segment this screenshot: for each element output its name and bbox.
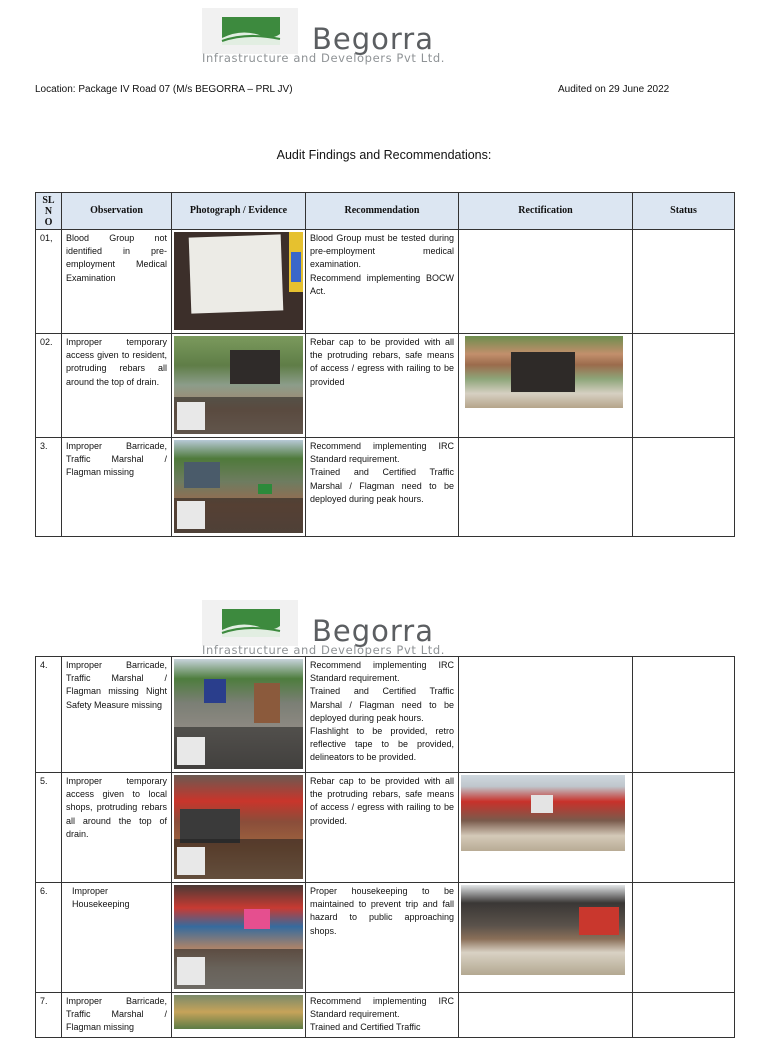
logo-mark	[202, 600, 298, 646]
evidence-photo	[174, 440, 303, 533]
audit-table-page-2	[35, 656, 735, 1038]
rectification-photo	[461, 885, 625, 975]
company-subtitle: Infrastructure and Developers Pvt Ltd.	[202, 643, 446, 657]
row-status	[633, 773, 735, 883]
row-recommendation: Recommend implementing IRC Standard requirement. Trained and Certified Traffic Marshal / Flagman need to be deployed during peak hours.	[306, 438, 459, 537]
table-row	[36, 334, 735, 438]
row-observation: Improper Barricade, Traffic Marshal / Flagman missing Night Safety Measure missing	[62, 657, 172, 773]
row-photo	[172, 993, 306, 1038]
row-sl: 02.	[36, 334, 62, 438]
rectification-photo	[465, 336, 623, 408]
row-sl: 5.	[36, 773, 62, 883]
table-row	[36, 438, 735, 537]
row-observation: Improper Barricade, Traffic Marshal / Flagman missing	[62, 438, 172, 537]
company-logo	[202, 8, 512, 66]
header-status: Status	[633, 193, 735, 230]
evidence-photo	[174, 232, 303, 330]
row-sl: 3.	[36, 438, 62, 537]
company-logo-page-2	[202, 600, 512, 658]
header-rectification: Rectification	[459, 193, 633, 230]
row-rectification	[459, 230, 633, 334]
row-recommendation: Recommend implementing IRC Standard requirement. Trained and Certified Traffic	[306, 993, 459, 1038]
table-row	[36, 883, 735, 993]
rectification-photo	[461, 775, 625, 851]
header-recommendation: Recommendation	[306, 193, 459, 230]
company-name: Begorra	[312, 614, 434, 648]
row-rectification	[459, 993, 633, 1038]
header-sl: SL N O	[36, 193, 62, 230]
audit-date: Audited on 29 June 2022	[558, 84, 670, 95]
table-header-row	[36, 193, 735, 230]
row-photo	[172, 334, 306, 438]
table-row	[36, 993, 735, 1038]
header-observation: Observation	[62, 193, 172, 230]
row-photo	[172, 883, 306, 993]
evidence-photo	[174, 885, 303, 989]
logo-mark	[202, 8, 298, 54]
location-text: Location: Package IV Road 07 (M/s BEGORRA – PRL JV)	[35, 84, 293, 95]
row-observation: Improper Housekeeping	[62, 883, 172, 993]
row-photo	[172, 230, 306, 334]
row-rectification	[459, 657, 633, 773]
row-rectification	[459, 334, 633, 438]
evidence-photo	[174, 659, 303, 769]
row-observation: Blood Group not identified in pre-employment Medical Examination	[62, 230, 172, 334]
row-recommendation: Rebar cap to be provided with all the protruding rebars, safe means of access / egress with railing to be provided.	[306, 773, 459, 883]
row-observation: Improper temporary access given to resident, protruding rebars all around the top of drain.	[62, 334, 172, 438]
logo-b-icon	[202, 600, 298, 646]
row-sl: 4.	[36, 657, 62, 773]
row-status	[633, 334, 735, 438]
row-observation: Improper temporary access given to local shops, protruding rebars all around the top of drain.	[62, 773, 172, 883]
row-status	[633, 883, 735, 993]
audit-table-page-1	[35, 192, 735, 537]
table-row	[36, 657, 735, 773]
row-sl: 01,	[36, 230, 62, 334]
row-status	[633, 993, 735, 1038]
row-recommendation: Blood Group must be tested during pre-employment medical examination. Recommend implementing BOCW Act.	[306, 230, 459, 334]
table-row	[36, 230, 735, 334]
row-photo	[172, 657, 306, 773]
company-subtitle: Infrastructure and Developers Pvt Ltd.	[202, 51, 446, 65]
header-photo: Photograph / Evidence	[172, 193, 306, 230]
row-sl: 6.	[36, 883, 62, 993]
row-status	[633, 438, 735, 537]
row-recommendation: Rebar cap to be provided with all the protruding rebars, safe means of access / egress with railing to be provided	[306, 334, 459, 438]
row-photo	[172, 773, 306, 883]
row-photo	[172, 438, 306, 537]
row-rectification	[459, 883, 633, 993]
logo-b-icon	[202, 8, 298, 54]
row-sl: 7.	[36, 993, 62, 1038]
evidence-photo	[174, 775, 303, 879]
row-status	[633, 657, 735, 773]
row-rectification	[459, 438, 633, 537]
company-name: Begorra	[312, 22, 434, 56]
row-observation: Improper Barricade, Traffic Marshal / Flagman missing	[62, 993, 172, 1038]
page-title: Audit Findings and Recommendations:	[276, 148, 492, 162]
row-recommendation: Recommend implementing IRC Standard requirement. Trained and Certified Traffic Marshal / Flagman need to be deployed during peak hours. Flashlight to be provided, retro reflective tape to be provided, delineators to be provided.	[306, 657, 459, 773]
row-rectification	[459, 773, 633, 883]
row-status	[633, 230, 735, 334]
evidence-photo	[174, 336, 303, 434]
table-row	[36, 773, 735, 883]
row-recommendation: Proper housekeeping to be maintained to prevent trip and fall hazard to public approaching shops.	[306, 883, 459, 993]
